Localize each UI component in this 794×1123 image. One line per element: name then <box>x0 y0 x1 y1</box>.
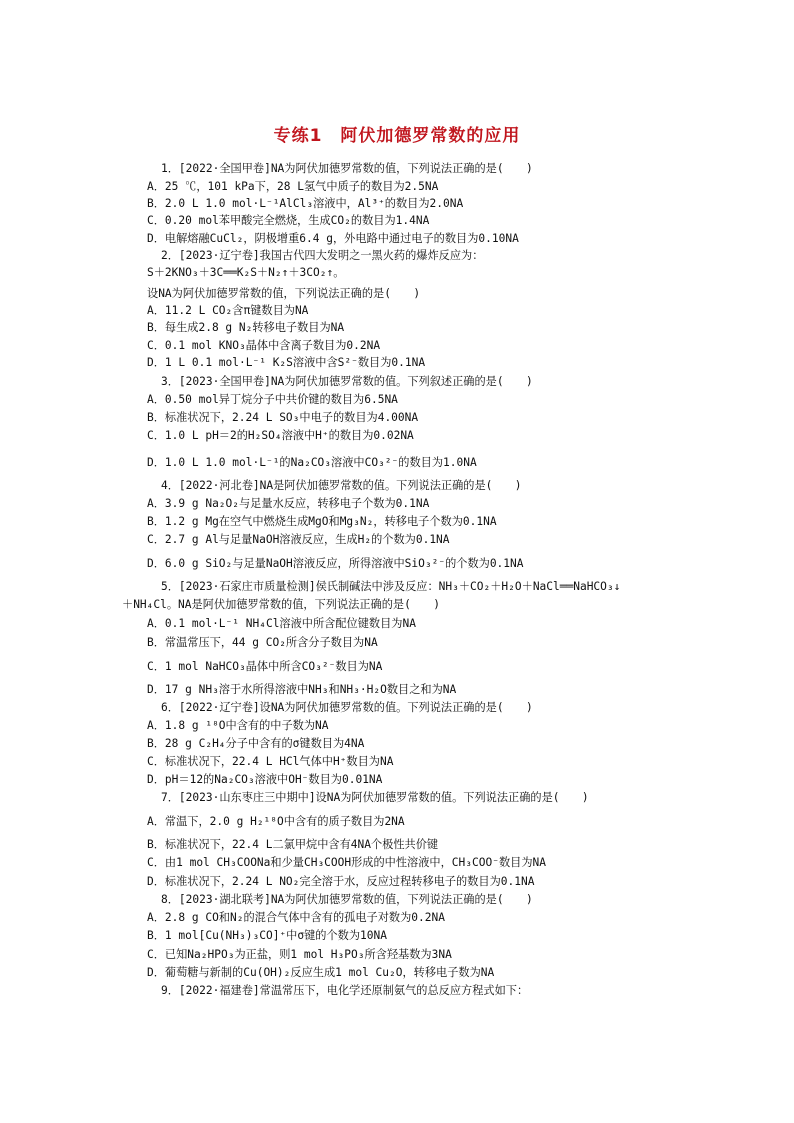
text-line: B．1 mol[Cu(NH₃)₃CO]⁺中σ键的个数为10NA <box>147 929 387 942</box>
text-line: ＋NH₄Cl。NA是阿伏加德罗常数的值，下列说法正确的是( ) <box>122 598 440 611</box>
question-stem: 1．[2022·全国甲卷]NA为阿伏加德罗常数的值，下列说法正确的是( ) <box>161 162 533 175</box>
text-line: C．0.1 mol KNO₃晶体中含离子数目为0.2NA <box>147 339 381 352</box>
text-line: D．标准状况下，2.24 L NO₂完全溶于水，反应过程转移电子的数目为0.1NA <box>147 875 535 888</box>
text-line: C．1 mol NaHCO₃晶体中所含CO₃²⁻数目为NA <box>147 660 383 673</box>
text-line: C．标准状况下，22.4 L HCl气体中H⁺数目为NA <box>147 755 394 768</box>
text-line: C．0.20 mol苯甲酸完全燃烧，生成CO₂的数目为1.4NA <box>147 214 430 227</box>
text-line: A．2.8 g CO和N₂的混合气体中含有的孤电子对数为0.2NA <box>147 911 445 924</box>
question-stem: 2．[2023·辽宁卷]我国古代四大发明之一黑火药的爆炸反应为： <box>161 249 484 262</box>
text-line: A．常温下，2.0 g H₂¹⁸O中含有的质子数目为2NA <box>147 815 405 828</box>
question-stem: 7．[2023·山东枣庄三中期中]设NA为阿伏加德罗常数的值。下列说法正确的是( ) <box>161 791 589 804</box>
question-stem: 9．[2022·福建卷]常温常压下，电化学还原制氨气的总反应方程式如下： <box>161 984 529 997</box>
text-line: A．0.1 mol·L⁻¹ NH₄Cl溶液中所含配位键数目为NA <box>147 617 416 630</box>
text-line: S＋2KNO₃＋3C══K₂S＋N₂↑＋3CO₂↑。 <box>147 266 345 279</box>
text-line: C．由1 mol CH₃COONa和少量CH₃COOH形成的中性溶液中，CH₃COO⁻数目为NA <box>147 856 546 869</box>
question-stem: 5．[2023·石家庄市质量检测]侯氏制碱法中涉及反应：NH₃＋CO₂＋H₂O＋NaCl══NaHCO₃↓ <box>161 580 621 593</box>
text-line: A．3.9 g Na₂O₂与足量水反应，转移电子个数为0.1NA <box>147 497 430 510</box>
text-line: D．6.0 g SiO₂与足量NaOH溶液反应，所得溶液中SiO₃²⁻的个数为0.1NA <box>147 557 524 570</box>
text-line: D．葡萄糖与新制的Cu(OH)₂反应生成1 mol Cu₂O，转移电子数为NA <box>147 966 495 979</box>
text-line: A．11.2 L CO₂含π键数目为NA <box>147 304 309 317</box>
text-line: A．0.50 mol异丁烷分子中共价键的数目为6.5NA <box>147 393 398 406</box>
text-line: B．每生成2.8 g N₂转移电子数目为NA <box>147 321 345 334</box>
text-line: D．1.0 L 1.0 mol·L⁻¹的Na₂CO₃溶液中CO₃²⁻的数目为1.0NA <box>147 456 477 469</box>
question-stem: 4．[2022·河北卷]NA是阿伏加德罗常数的值。下列说法正确的是( ) <box>161 479 522 492</box>
text-line: A．25 ℃，101 kPa下，28 L氢气中质子的数目为2.5NA <box>147 180 439 193</box>
question-stem: 3．[2023·全国甲卷]NA为阿伏加德罗常数的值。下列叙述正确的是( ) <box>161 375 533 388</box>
text-line: B．常温常压下，44 g CO₂所含分子数目为NA <box>147 636 378 649</box>
text-line: 设NA为阿伏加德罗常数的值，下列说法正确的是( ) <box>147 287 421 300</box>
text-line: B．标准状况下，22.4 L二氯甲烷中含有4NA个极性共价键 <box>147 838 439 851</box>
text-line: C．2.7 g Al与足量NaOH溶液反应，生成H₂的个数为0.1NA <box>147 533 450 546</box>
text-line: D．1 L 0.1 mol·L⁻¹ K₂S溶液中含S²⁻数目为0.1NA <box>147 356 426 369</box>
text-line: D．pH＝12的Na₂CO₃溶液中OH⁻数目为0.01NA <box>147 773 383 786</box>
text-line: A．1.8 g ¹⁸O中含有的中子数为NA <box>147 719 329 732</box>
text-line: D．17 g NH₃溶于水所得溶液中NH₃和NH₃·H₂O数目之和为NA <box>147 683 457 696</box>
text-line: B．1.2 g Mg在空气中燃烧生成MgO和Mg₃N₂，转移电子个数为0.1NA <box>147 515 497 528</box>
text-line: D．电解熔融CuCl₂，阴极增重6.4 g，外电路中通过电子的数目为0.10NA <box>147 232 519 245</box>
page-title: 专练1 阿伏加德罗常数的应用 <box>273 126 521 146</box>
text-line: B．28 g C₂H₄分子中含有的σ键数目为4NA <box>147 737 365 750</box>
question-stem: 8．[2023·湖北联考]NA为阿伏加德罗常数的值，下列说法正确的是( ) <box>161 893 533 906</box>
question-stem: 6．[2022·辽宁卷]设NA为阿伏加德罗常数的值。下列说法正确的是( ) <box>161 701 533 714</box>
text-line: C．已知Na₂HPO₃为正盐，则1 mol H₃PO₃所含羟基数为3NA <box>147 948 452 961</box>
text-line: B．标准状况下，2.24 L SO₃中电子的数目为4.00NA <box>147 411 419 424</box>
text-line: B．2.0 L 1.0 mol·L⁻¹AlCl₃溶液中，Al³⁺的数目为2.0NA <box>147 197 464 210</box>
text-line: C．1.0 L pH＝2的H₂SO₄溶液中H⁺的数目为0.02NA <box>147 429 414 442</box>
